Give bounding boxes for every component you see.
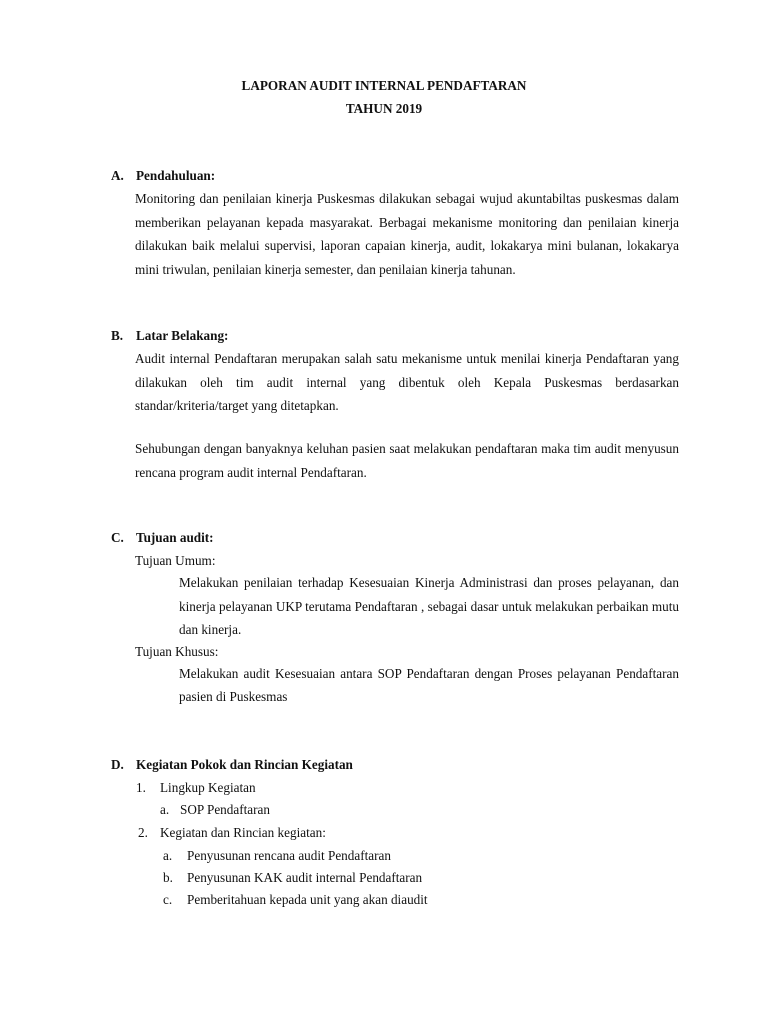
document-year: TAHUN 2019 [345,101,423,116]
section-d-marker: D. [111,757,124,772]
section-a-heading: Pendahuluan: [136,168,216,183]
section-b-body-2: Sehubungan dengan banyaknya keluhan pasien saat melakukan pendaftaran maka tim audit menyusun rencana program audit internal Pendaftaran. [135,441,679,480]
tujuan-umum-label: Tujuan Umum: [135,553,216,568]
sub-item-text: Penyusunan KAK audit internal Pendaftaran [187,870,423,885]
document-title: LAPORAN AUDIT INTERNAL PENDAFTARAN [241,78,527,93]
sub-item-marker: a. [160,802,170,817]
tujuan-umum-body: Melakukan penilaian terhadap Kesesuaian Kinerja Administrasi dan proses pelayanan, dan kinerja pelayanan UKP terutama Pendaftaran , sebagai dasar untuk melakukan perbaikan mutu dan kinerja. [179,575,679,637]
sub-item-marker: b. [163,870,173,885]
sub-item-marker: a. [163,848,173,863]
list-item-number: 1. [136,780,146,795]
section-d-heading: Kegiatan Pokok dan Rincian Kegiatan [136,757,353,772]
sub-item-text: Pemberitahuan kepada unit yang akan diaudit [187,892,428,907]
list-item-label: Kegiatan dan Rincian kegiatan: [160,825,326,840]
tujuan-khusus-body: Melakukan audit Kesesuaian antara SOP Pendaftaran dengan Proses pelayanan Pendaftaran pasien di Puskesmas [179,666,679,704]
list-item-number: 2. [138,825,148,840]
sub-item-text: SOP Pendaftaran [180,802,270,817]
sub-item-text: Penyusunan rencana audit Pendaftaran [187,848,391,863]
section-a-marker: A. [111,168,124,183]
section-c-heading: Tujuan audit: [136,530,214,545]
section-a-body: Monitoring dan penilaian kinerja Puskesmas dilakukan sebagai wujud akuntabiltas puskesmas dalam memberikan pelayanan kepada masyarakat. Berbagai mekanisme monitoring dan penilaian kinerja dilakukan baik melalui supervisi, laporan capaian kinerja, audit, lokakarya mini bulanan, lokakarya mini triwulan, penilaian kinerja semester, dan penilaian kinerja tahunan. [135,191,679,277]
section-b-body-1: Audit internal Pendaftaran merupakan salah satu mekanisme untuk menilai kinerja Pendaftaran yang dilakukan oleh tim audit internal yang dibentuk oleh Kepala Puskesmas berdasarkan standar/kriteria/target yang ditetapkan. [135,351,679,413]
list-item-label: Lingkup Kegiatan [160,780,256,795]
section-c-marker: C. [111,530,124,545]
section-b-marker: B. [111,328,124,343]
tujuan-khusus-label: Tujuan Khusus: [135,644,219,659]
section-b-heading: Latar Belakang: [136,328,229,343]
sub-item-marker: c. [163,892,173,907]
